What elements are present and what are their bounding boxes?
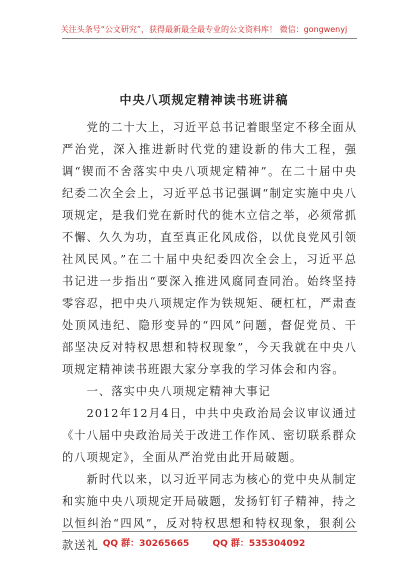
paragraph: 新时代以来，以习近平同志为核心的党中央从制定和实施中央八项规定开局破题，发扬钉钉子精神，持之以恒纠治“四风”，反对特权思想和特权现象，狠刹公款送礼: [62, 473, 357, 552]
paragraph: 2012年12月4日，中共中央政治局会议审议通过《十八届中央政治局关于改进工作作风、密切联系群众的八项规定》，全面从严治党由此开局破题。: [62, 407, 357, 464]
header-banner: 关注头条号“公文研究”，获得最新最全最专业的公文资料库！ 微信：gongwenyj: [60, 25, 348, 34]
document-body: [62, 117, 357, 557]
section-heading: 一、落实中央八项规定精神大事记: [86, 385, 271, 398]
footer-qq-group-2: QQ 群：535304092: [212, 539, 306, 549]
document-title: 中央八项规定精神读书班讲稿: [119, 93, 289, 107]
paragraph: 党的二十大上，习近平总书记着眼坚定不移全面从严治党，深入推进新时代党的建设新的伟大工程，强调“锲而不舍落实中央八项规定精神”。在二十届中央纪委二次全会上，习近平总书记强调“制定实施中央八项规定，是我们党在新时代的徙木立信之举，必须常抓不懈、久久为功，直至真正化风成俗，以优良党风引领社风民风。”在二十届中央纪委四次全会上，习近平总书记进一步指出“要深入推进风腐同查同治。始终坚持零容忍，把中央八项规定作为铁规矩、硬杠杠，严肃查处顶风违纪、隐形变异的“四风”问题，督促党员、干部坚决反对特权思想和特权现象”，今天我就在中央八项规定精神读书班跟大家分享我的学习体会和内容。: [62, 121, 357, 376]
header-divider: [62, 38, 357, 39]
footer-qq-group-1: QQ 群：30265665: [102, 539, 190, 549]
footer: [0, 536, 408, 549]
footer-divider: [62, 531, 357, 532]
